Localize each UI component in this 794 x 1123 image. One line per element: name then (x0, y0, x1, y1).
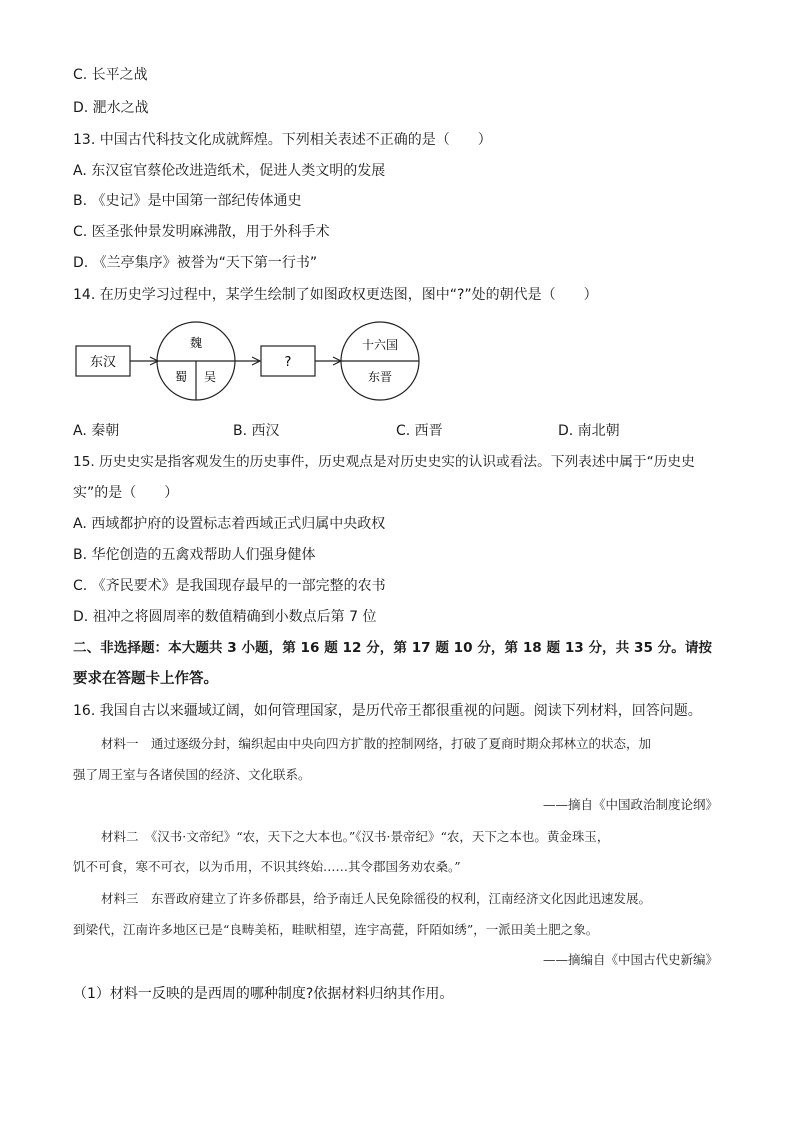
q14-stem: 14. 在历史学习过程中，某学生绘制了如图政权更迭图，图中“?”处的朝代是（ ） (73, 287, 598, 303)
q16-sub1: （1）材料一反映的是西周的哪种制度?依据材料归纳其作用。 (73, 986, 454, 1002)
q15-option-d: D. 祖冲之将圆周率的数值精确到小数点后第 7 位 (73, 609, 377, 625)
q16-material2-line2: 饥不可食，寒不可衣，以为币用，不识其终始……其令郡国务劝农桑。” (73, 859, 461, 874)
q15-stem-line2: 实”的是（ ） (73, 485, 179, 501)
q15-option-b: B. 华佗创造的五禽戏帮助人们强身健体 (73, 547, 316, 563)
q13-option-c: C. 医圣张仲景发明麻沸散，用于外科手术 (73, 224, 330, 240)
q12-option-c: C. 长平之战 (73, 67, 148, 83)
q13-option-a: A. 东汉宦官蔡伦改进造纸术，促进人类文明的发展 (73, 163, 386, 179)
q16-stem: 16. 我国自古以来疆域辽阔，如何管理国家，是历代帝王都很重视的问题。阅读下列材料，回答问题。 (73, 703, 702, 719)
q15-option-a: A. 西域都护府的设置标志着西域正式归属中央政权 (73, 516, 386, 532)
q13-stem: 13. 中国古代科技文化成就辉煌。下列相关表述不正确的是（ ） (73, 132, 492, 148)
dynasty-succession-diagram (70, 318, 430, 408)
q12-option-d: D. 淝水之战 (73, 100, 149, 116)
q15-option-c: C. 《齐民要术》是我国现存最早的一部完整的农书 (73, 578, 386, 594)
box-unknown-label: ? (284, 355, 292, 370)
q14-option-b: B. 西汉 (233, 423, 280, 439)
box-east-han-label: 东汉 (89, 355, 117, 370)
circle2-sixteen-kingdoms: 十六国 (361, 338, 399, 352)
q13-option-b: B. 《史记》是中国第一部纪传体通史 (73, 193, 302, 209)
circle1-wu: 吴 (203, 370, 217, 384)
circle1-wei: 魏 (189, 336, 203, 350)
circle2-east-jin: 东晋 (367, 370, 393, 384)
q13-option-d: D. 《兰亭集序》被誉为“天下第一行书” (73, 255, 318, 271)
section2-heading-line2: 要求在答题卡上作答。 (73, 671, 218, 687)
q16-material1-line2: 强了周王室与各诸侯国的经济、文化联系。 (73, 767, 311, 782)
q16-material3-line1: 材料三 东晋政府建立了许多侨郡县，给予南迁人民免除徭役的权利，江南经济文化因此迅速发展。 (101, 891, 652, 906)
q16-material1-line1: 材料一 通过逐级分封，编织起由中央向四方扩散的控制网络，打破了夏商时期众邦林立的状态，加 (101, 736, 652, 751)
q16-material1-source: ——摘自《中国政治制度论纲》 (542, 797, 718, 812)
q14-option-a: A. 秦朝 (73, 423, 120, 439)
circle1-shu: 蜀 (174, 370, 188, 384)
q14-option-d: D. 南北朝 (558, 423, 620, 439)
q15-stem-line1: 15. 历史史实是指客观发生的历史事件，历史观点是对历史史实的认识或看法。下列表述中属于“历史史 (73, 454, 695, 470)
q16-material3-line2: 到梁代，江南许多地区已是“良畴美柘，畦畎相望，连宇高甍，阡陌如绣”，一派田美土肥之象。 (73, 922, 599, 937)
q14-option-c: C. 西晋 (396, 423, 443, 439)
q16-material3-source: ——摘编自《中国古代史新编》 (542, 952, 718, 967)
q16-material2-line1: 材料二 《汉书·文帝纪》“农，天下之大本也。”《汉书·景帝纪》“农，天下之本也。黄金珠玉， (101, 829, 610, 844)
section2-heading-line1: 二、非选择题：本大题共 3 小题，第 16 题 12 分，第 17 题 10 分，第 18 题 13 分，共 35 分。请按 (73, 640, 713, 656)
